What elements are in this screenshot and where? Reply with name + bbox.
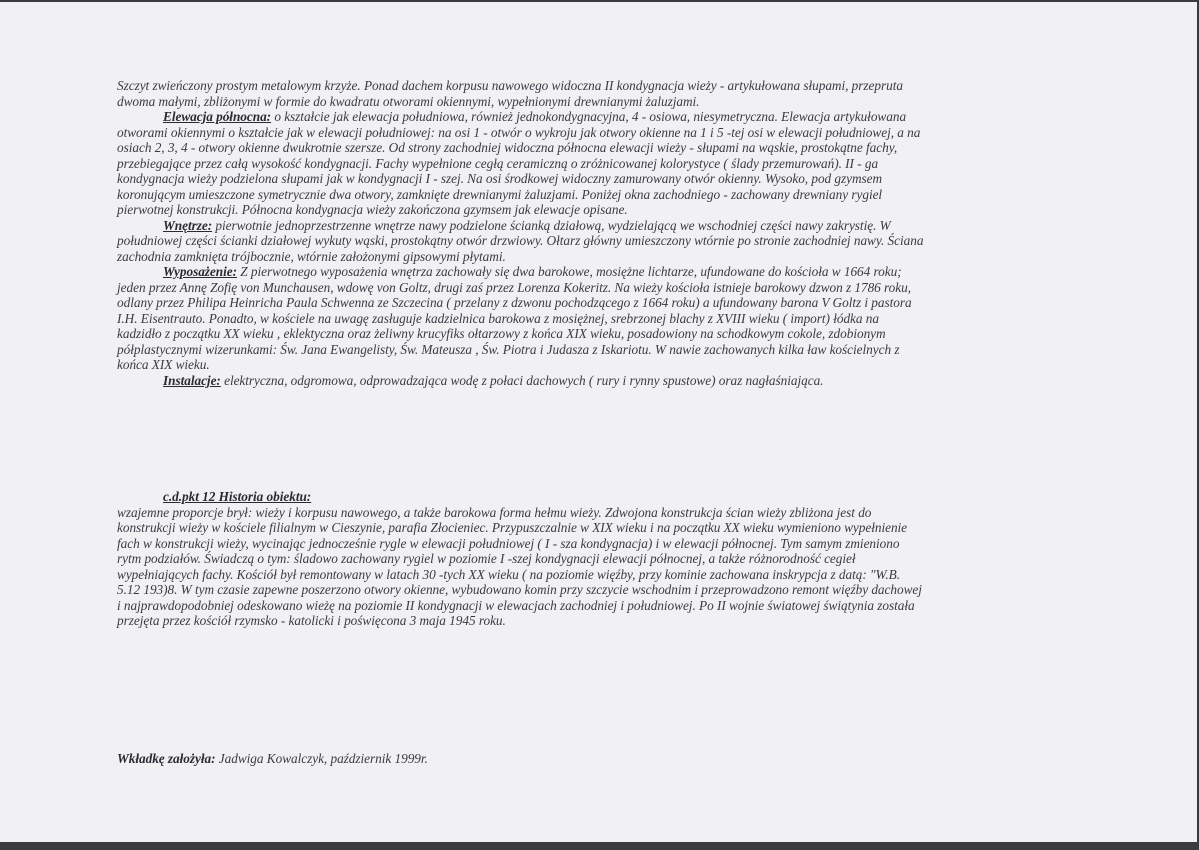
heading-historia-obiektu: c.d.pkt 12 Historia obiektu: [163, 489, 312, 504]
description-section [117, 78, 1107, 388]
text-line: końca XIX wieku. [117, 357, 210, 372]
paragraph-instalacje [117, 373, 1107, 389]
text-line: osiach 2, 3, 4 - otwory okienne dwukrotnie szersze. Od strony zachodniej widoczna północna elewacji wieży - słupami na wąskie, prostokątne fachy, [117, 140, 898, 155]
signature-value: Jadwiga Kowalczyk, październik 1999r. [215, 751, 428, 766]
signature-line [117, 751, 1107, 767]
text-line: pierwotnej konstrukcji. Północna kondygnacja wieży zakończona gzymsem jak elewacje opisane. [117, 202, 628, 217]
text-line: I.H. Eisentrauto. Ponadto, w kościele na uwagę zasługuje kadzielnica barokowa z mosiężnej, srebrzonej blachy z XVIII wieku ( import) łódka na [117, 310, 879, 326]
text-fragment: Z pierwotnego wyposażenia wnętrza zachowały się dwa barokowe, mosiężne lichtarze, ufundowane do kościoła w 1664 roku; [237, 264, 902, 279]
text-line: koronującym umieszczone symetrycznie dwa otwory, zamknięte drewnianymi żaluzjami. Poniżej okna zachodniego - zachowany drewniany rygiel [117, 186, 883, 202]
heading-wnetrze: Wnętrze: [163, 217, 213, 233]
text-line: rytm podziałów. Świadczą o tym: śladowo zachowany rygiel w poziomie I -szej kondygnacji elewacji północnej, a także różnorodność cegieł [117, 551, 856, 566]
text-line: 5.12 193)8. W tym czasie zapewne poszerzono otwory okienne, wybudowano komin przy szczycie wschodnim i przeprowadzono remont więźby dachowej [117, 582, 922, 597]
text-line: wzajemne proporcje brył: wieży i korpusu nawowego, a także barokowa forma hełmu wieży. Zdwojona konstrukcja ścian wieży zbliżona jest do [117, 504, 872, 520]
text-line: południowej części ścianki działowej wykuty wąski, prostokątny otwór drzwiowy. Ołtarz główny umieszczony wtórnie po stronie zachodniej nawy. Ściana [117, 233, 924, 248]
text-line: dwoma małymi, zbliżonymi w formie do kwadratu otworami okiennymi, wypełnionymi drewnianymi żaluzjami. [117, 93, 700, 109]
text-line: konstrukcji wieży w kościele filialnym w Cieszynie, parafia Złocieniec. Przypuszczalnie w XIX wieku i na początku XX wieku wymieniono wypełnienie [117, 520, 908, 535]
history-heading-line [117, 489, 1107, 505]
text-line: odlany przez Philipa Heinricha Paula Schwenna ze Szczecina ( przelany z dzwonu pochodzącego z 1664 roku) a ufundowany barona V Goltz i pastora [117, 295, 912, 310]
text-line: kadzidło z początku XX wieku , eklektyczna oraz żeliwny krucyfiks ołtarzowy z końca XIX wieku, posadowiony na schodkowym cokole, zdobionym [117, 326, 886, 341]
text-fragment: elektryczna, odgromowa, odprowadzająca wodę z połaci dachowych ( rury i rynny spustowe) oraz nagłaśniająca. [220, 372, 824, 388]
text-line: zachodnia zamknięta trójbocznie, wtórnie założonymi gipsowymi płytami. [117, 248, 506, 264]
text-line: fach w konstrukcji wieży, wycinając jednocześnie rygle w elewacji południowej ( I - sza kondygnacja) i w elewacji północnej. Tym samym zmieniono [117, 535, 900, 551]
text-line: półplastycznymi wizerunkami: Św. Jana Ewangelisty, Św. Mateusza , Św. Piotra i Judasza z Iskariotu. W nawie zachowanych kilka ław kościelnych z [117, 341, 900, 357]
text-line: kondygnacja wieży podzielona słupami jak w kondygnacji I - szej. Na osi środkowej widoczny zamurowany otwór okienny. Wysoko, pod gzymsem [117, 171, 883, 186]
paragraph-elewacja-polnocna [117, 109, 1107, 125]
signature-label: Wkładkę założyła: [117, 751, 216, 766]
text-line: otworami okiennymi o kształcie jak w elewacji południowej: na osi 1 - otwór o wykroju jak otwory okienne na 1 i 5 -tej osi w elewacji południowej, a na [117, 124, 921, 140]
signature-text [117, 751, 1107, 767]
scanned-document-page [0, 2, 1197, 842]
history-section [117, 489, 1107, 629]
text-fragment: o kształcie jak elewacja południowa, również jednokondygnacyjna, 4 - osiowa, niesymetryczna. Elewacja artykułowana [271, 109, 907, 124]
heading-elewacja-polnocna: Elewacja północna: [163, 109, 272, 124]
paragraph-wyposazenie [117, 264, 1107, 280]
paragraph-wnetrze [117, 218, 1107, 234]
text-line: przejęta przez kościół rzymsko - katolicki i poświęcona 3 maja 1945 roku. [117, 613, 506, 628]
text-line: i najprawdopodobniej odeskowano wieżę na poziomie II kondygnacji w elewacjach zachodniej i południowej. Po II wojnie światowej świątynia została [117, 597, 915, 613]
text-line: przebiegające przez całą wysokość kondygnacji. Fachy wypełnione cegłą ceramiczną o zróżnicowanej kolorystyce ( ślady przemurowań). II - ga [117, 155, 879, 171]
text-line: wypełniających fachy. Kościół był remontowany w latach 30 -tych XX wieku ( na poziomie więźby, przy kominie zachowana inskrypcja z datą: "W.B. [117, 566, 900, 582]
text-fragment: pierwotnie jednoprzestrzenne wnętrze nawy podzielone ścianką działową, wydzielającą we wschodniej części nawy zakrystię. W [212, 217, 891, 233]
text-line: jeden przez Annę Zofię von Munchausen, wdowę von Goltz, drugi zaś przez Lorenza Kokeritz. Na wieży kościoła istnieje barokowy dzwon z 1786 roku, [117, 279, 912, 295]
heading-instalacje: Instalacje: [163, 372, 221, 388]
text-line: Szczyt zwieńczony prostym metalowym krzyże. Ponad dachem korpusu nawowego widoczna II kondygnacja wieży - artykułowana słupami, przepruta [117, 78, 903, 93]
heading-wyposazenie: Wyposażenie: [163, 264, 238, 279]
